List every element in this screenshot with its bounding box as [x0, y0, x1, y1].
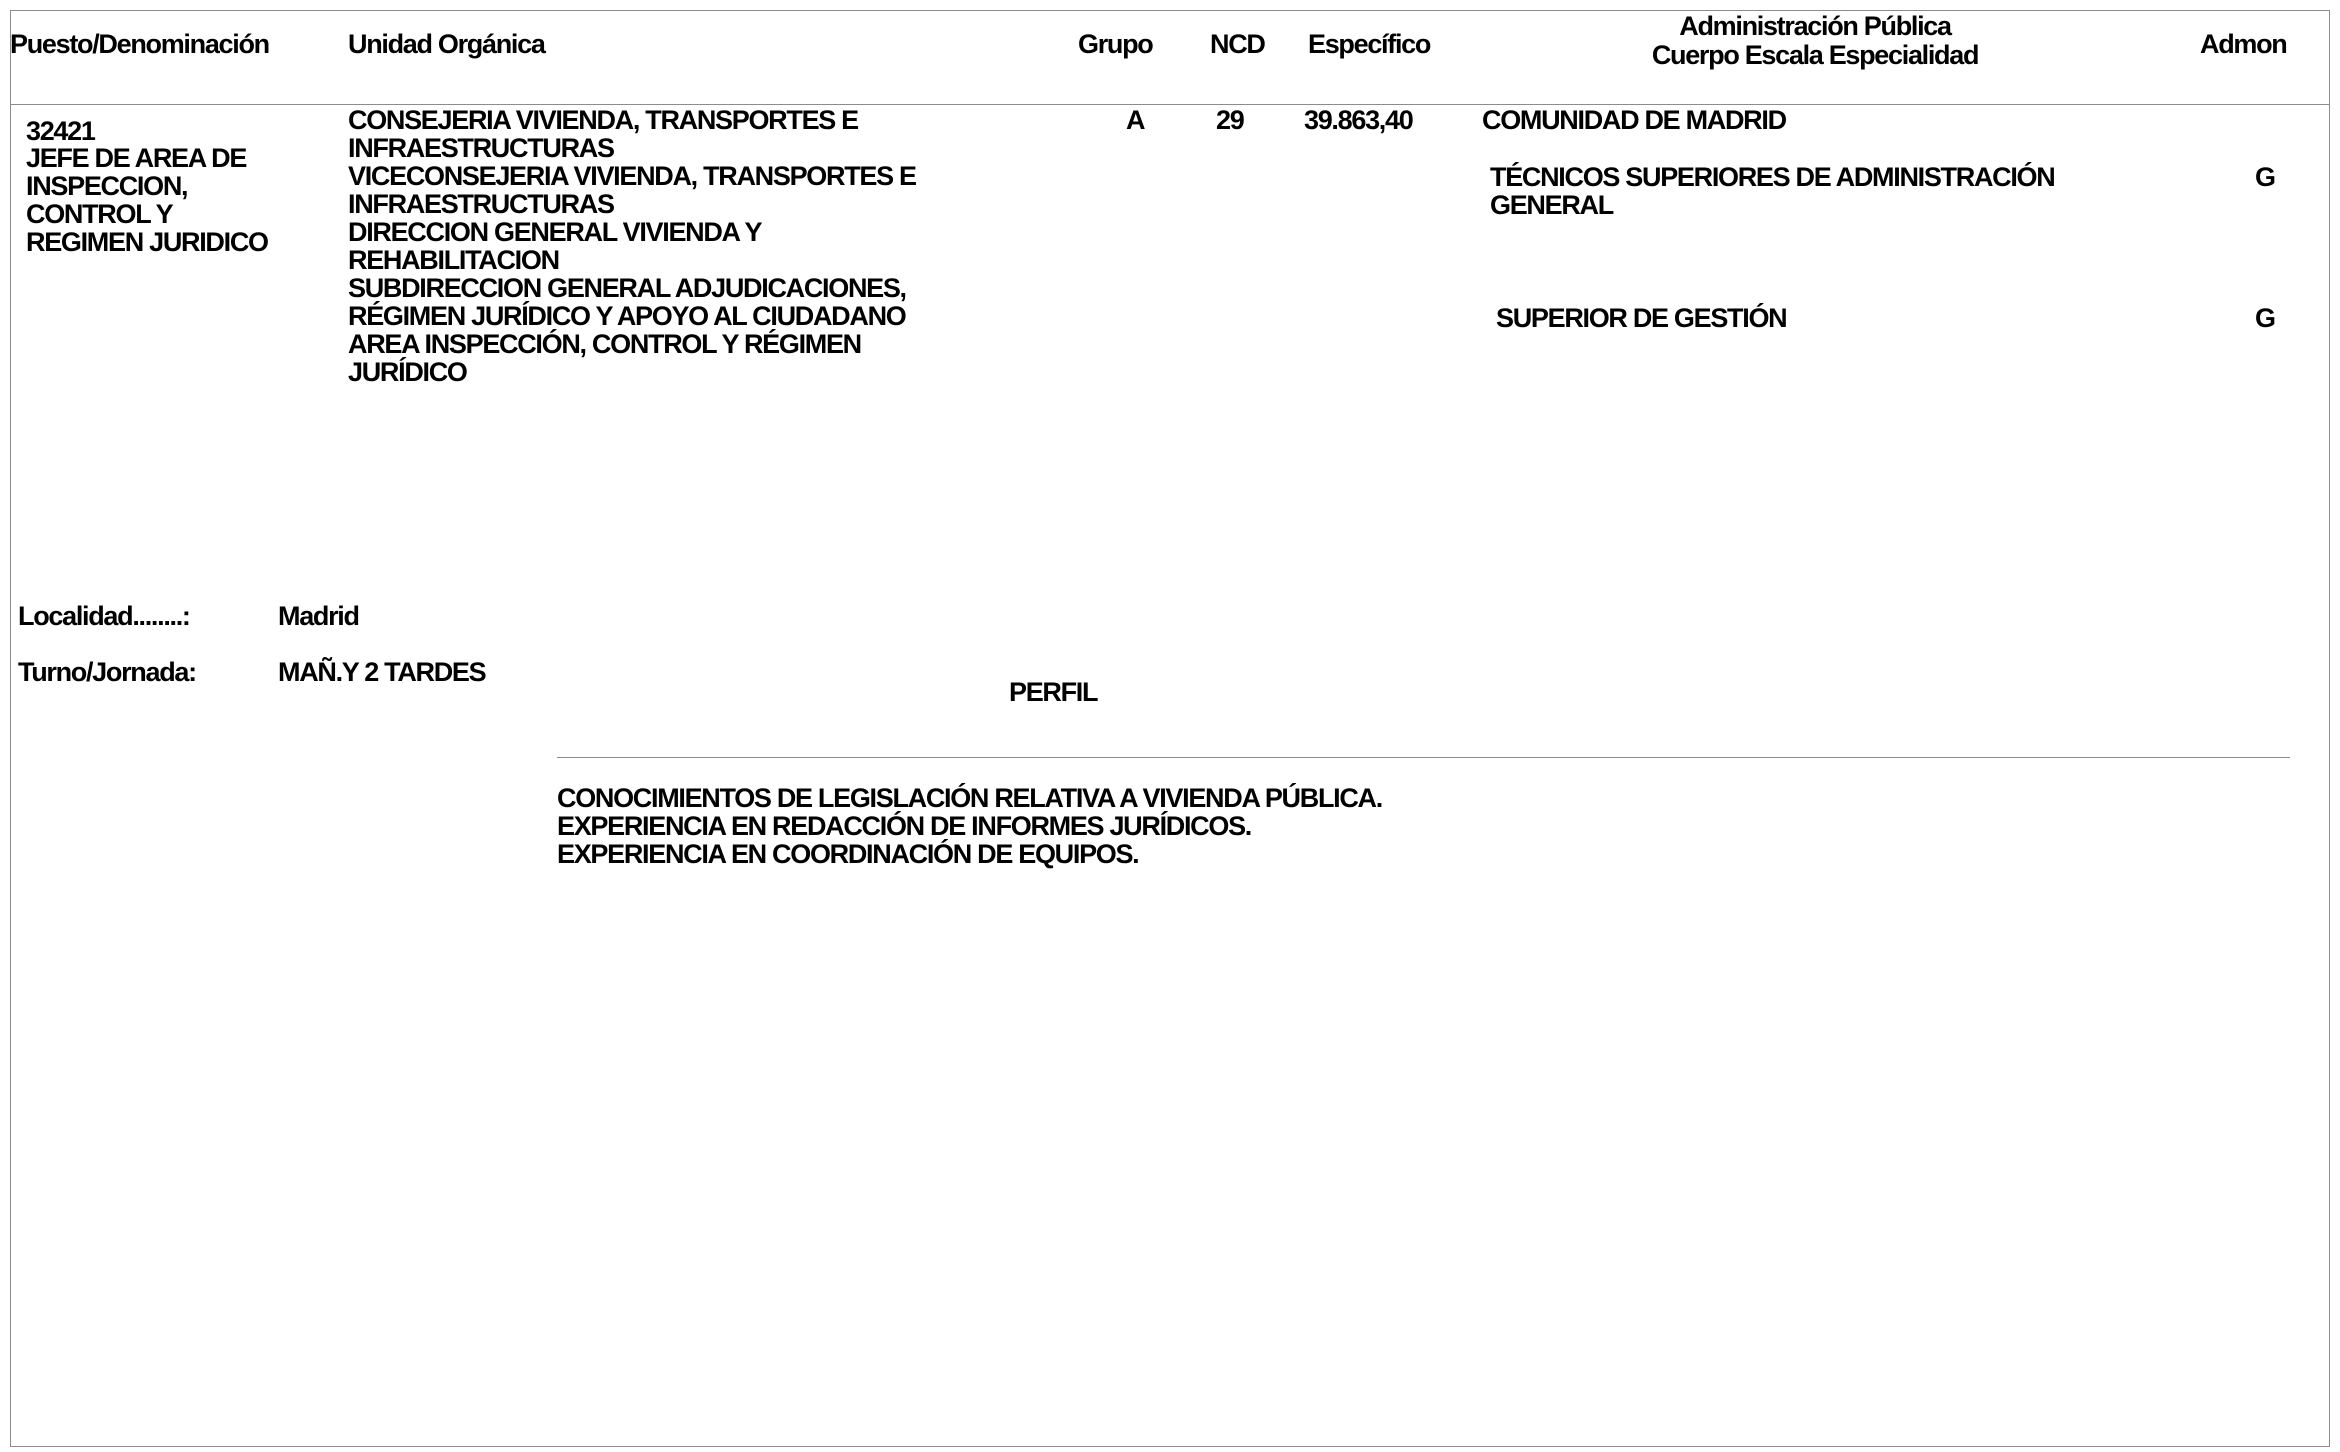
cuerpo-admon: G [2255, 162, 2275, 192]
perfil-line: CONOCIMIENTOS DE LEGISLACIÓN RELATIVA A VIVIENDA PÚBLICA. [557, 783, 1382, 813]
denominacion-line: INSPECCION, [26, 171, 188, 201]
perfil-title: PERFIL [1009, 677, 1098, 707]
perfil-line: EXPERIENCIA EN COORDINACIÓN DE EQUIPOS. [557, 839, 1139, 869]
turno-label: Turno/Jornada: [18, 657, 196, 687]
ncd-value: 29 [1216, 105, 1244, 135]
perfil-divider [557, 757, 2290, 758]
localidad-value: Madrid [278, 601, 359, 631]
grupo-value: A [1126, 105, 1145, 135]
unidad-line: REHABILITACION [348, 245, 559, 275]
turno-value: MAÑ.Y 2 TARDES [278, 657, 486, 687]
header-ncd: NCD [1210, 29, 1265, 59]
cuerpo-admon: G [2255, 303, 2275, 333]
header-cuerpo-escala: Cuerpo Escala Especialidad [1651, 40, 1979, 70]
header-admin-publica: Administración Pública [1679, 11, 1951, 41]
cuerpo-line: TÉCNICOS SUPERIORES DE ADMINISTRACIÓN [1490, 162, 2055, 192]
cuerpo-item [1490, 163, 2054, 219]
puesto-denominacion [26, 144, 268, 256]
unidad-line: JURÍDICO [348, 357, 467, 387]
especifico-value: 39.863,40 [1304, 105, 1413, 135]
administracion-nombre: COMUNIDAD DE MADRID [1482, 105, 1786, 135]
unidad-line: DIRECCION GENERAL VIVIENDA Y [348, 217, 762, 247]
header-especifico: Específico [1308, 29, 1431, 59]
cuerpo-line: GENERAL [1490, 190, 1613, 220]
header-admon: Admon [2200, 29, 2287, 59]
denominacion-line: REGIMEN JURIDICO [26, 227, 268, 257]
unidad-line: RÉGIMEN JURÍDICO Y APOYO AL CIUDADANO [348, 301, 906, 331]
perfil-line: EXPERIENCIA EN REDACCIÓN DE INFORMES JURÍDICOS. [557, 811, 1251, 841]
denominacion-line: JEFE DE AREA DE [26, 143, 247, 173]
perfil-text [557, 784, 1382, 868]
localidad-label: Localidad........: [18, 601, 190, 631]
unidad-line: INFRAESTRUCTURAS [348, 133, 614, 163]
unidad-line: CONSEJERIA VIVIENDA, TRANSPORTES E [348, 105, 858, 135]
denominacion-line: CONTROL Y [26, 199, 173, 229]
unidad-line: SUBDIRECCION GENERAL ADJUDICACIONES, [348, 273, 906, 303]
unidad-line: VICECONSEJERIA VIVIENDA, TRANSPORTES E [348, 161, 916, 191]
header-puesto: Puesto/Denominación [10, 29, 269, 59]
header-unidad: Unidad Orgánica [348, 29, 545, 59]
header-grupo: Grupo [1078, 29, 1153, 59]
unidad-line: AREA INSPECCIÓN, CONTROL Y RÉGIMEN [348, 329, 861, 359]
puesto-codigo: 32421 [26, 116, 95, 146]
cuerpo-item: SUPERIOR DE GESTIÓN [1496, 303, 1787, 333]
unidad-line: INFRAESTRUCTURAS [348, 189, 614, 219]
unidad-organica [348, 106, 916, 386]
